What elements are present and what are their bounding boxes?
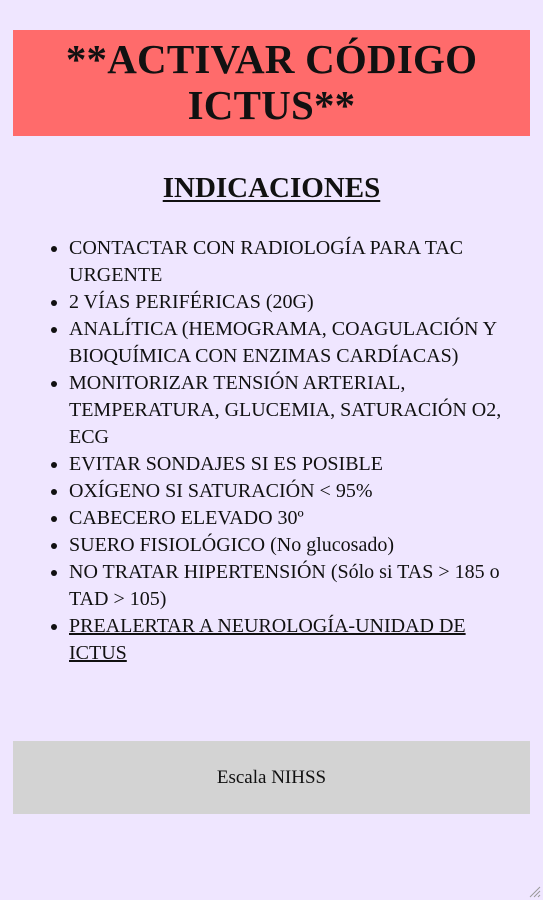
indication-item (69, 532, 530, 559)
indication-item (69, 289, 530, 316)
indication-item (69, 370, 530, 451)
prealert-neurology-link[interactable]: PREALERTAR A NEUROLOGÍA-UNIDAD DE ICTUS (69, 615, 466, 664)
indication-text: MONITORIZAR TENSIÓN ARTERIAL, TEMPERATURA, GLUCEMIA, SATURACIÓN O2, ECG (69, 372, 502, 448)
indications-list (13, 235, 530, 667)
indication-text: NO TRATAR HIPERTENSIÓN (Sólo si TAS > 185 o TAD > 105) (69, 561, 500, 610)
indication-text: OXÍGENO SI SATURACIÓN < 95% (69, 480, 373, 502)
indication-item (69, 316, 530, 370)
activate-code-banner: **ACTIVAR CÓDIGO ICTUS** (13, 30, 530, 136)
indication-text: CABECERO ELEVADO 30º (69, 507, 304, 529)
indication-text: CONTACTAR CON RADIOLOGÍA PARA TAC URGENTE (69, 237, 464, 286)
indication-item (69, 235, 530, 289)
indication-item (69, 505, 530, 532)
indications-heading: INDICACIONES (162, 172, 381, 204)
resize-grip-icon[interactable] (527, 884, 541, 898)
indication-text: SUERO FISIOLÓGICO (No glucosado) (69, 534, 394, 556)
indication-text: 2 VÍAS PERIFÉRICAS (20G) (69, 291, 314, 313)
indication-item (69, 451, 530, 478)
indication-text: ANALÍTICA (HEMOGRAMA, COAGULACIÓN Y BIOQUÍMICA CON ENZIMAS CARDÍACAS) (69, 318, 497, 367)
indication-item (69, 478, 530, 505)
indication-text: EVITAR SONDAJES SI ES POSIBLE (69, 453, 383, 475)
nihss-scale-button[interactable]: Escala NIHSS (13, 741, 530, 814)
indication-item-link[interactable] (69, 613, 530, 667)
indication-item (69, 559, 530, 613)
